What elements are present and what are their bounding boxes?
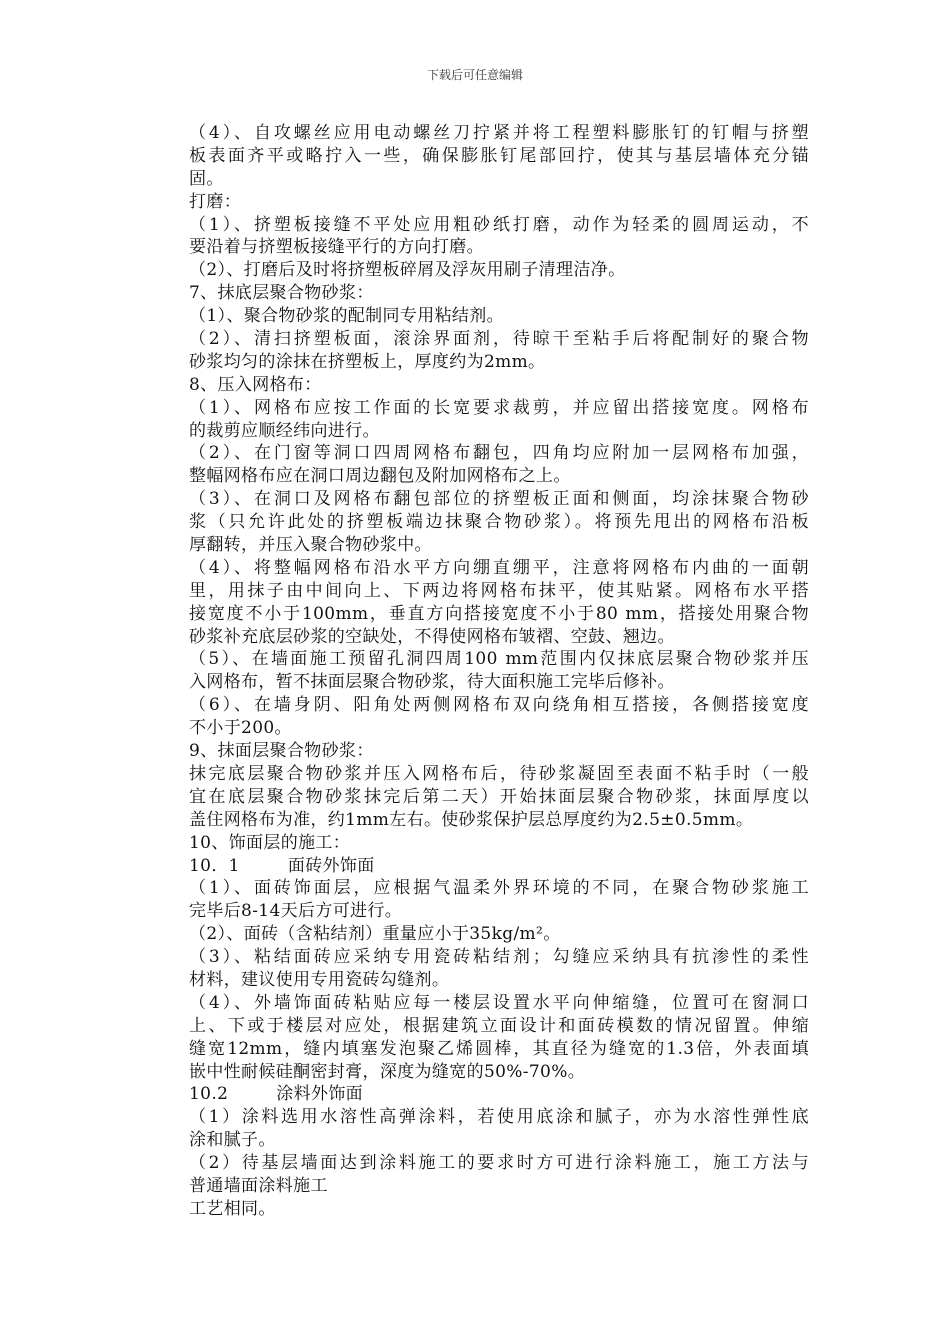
text-line: （3）、在洞口及网格布翻包部位的挤塑板正面和侧面，均涂抹聚合物砂: [189, 489, 809, 510]
text-line: （4）、将整幅网格布沿水平方向绷直绷平，注意将网格布内曲的一面朝: [189, 557, 809, 578]
subsection-title: 面砖外饰面: [287, 855, 375, 876]
text-line: （1）、挤塑板接缝不平处应用粗砂纸打磨，动作为轻柔的圆周运动，不: [189, 214, 809, 235]
text-line: 缝宽12mm，缝内填塞发泡聚乙烯圆棒，其直径为缝宽的1.3倍，外表面填: [189, 1038, 809, 1059]
text-line: 普通墙面涂料施工: [189, 1175, 328, 1196]
text-line: （3）、粘结面砖应采纳专用瓷砖粘结剂；勾缝应采纳具有抗渗性的柔性: [189, 947, 809, 968]
text-line: （2）、清扫挤塑板面，滚涂界面剂，待晾干至粘手后将配制好的聚合物: [189, 329, 809, 350]
text-line: （4）、自攻螺丝应用电动螺丝刀拧紧并将工程塑料膨胀钉的钉帽与挤塑: [189, 123, 809, 143]
text-line: 浆（只允许此处的挤塑板端边抹聚合物砂浆）。将预先甩出的网格布沿板: [189, 512, 809, 533]
text-line: 嵌中性耐候硅酮密封膏，深度为缝宽的50%-70%。: [189, 1061, 586, 1082]
text-line: 上、下或于楼层对应处，根据建筑立面设计和面砖模数的情况留置。伸缩: [189, 1015, 809, 1036]
text-line: 涂和腻子。: [189, 1130, 276, 1151]
text-line: （1）、面砖饰面层，应根据气温柔外界环境的不同，在聚合物砂浆施工: [189, 878, 809, 899]
text-line: （1）涂料选用水溶性高弹涂料，若使用底涂和腻子，亦为水溶性弹性底: [189, 1107, 809, 1128]
page-header-note: 下载后可任意编辑: [426, 68, 523, 82]
text-line: 工艺相同。: [189, 1198, 276, 1219]
text-line: 砂浆均匀的涂抹在挤塑板上，厚度约为2mm。: [189, 351, 546, 372]
subsection-heading-paint: [189, 1083, 809, 1106]
text-line: （2）待基层墙面达到涂料施工的要求时方可进行涂料施工，施工方法与: [189, 1153, 809, 1174]
subsection-heading-tile: [189, 855, 809, 878]
text-line: 要沿着与挤塑板接缝平行的方向打磨。: [189, 237, 484, 258]
text-line: 材料，建议使用专用瓷砖勾缝剂。: [189, 969, 450, 990]
text-line: （2）、打磨后及时将挤塑板碎屑及浮灰用刷子清理洁净。: [189, 260, 626, 281]
text-line: 里，用抹子由中间向上、下两边将网格布抹平，使其贴紧。网格布水平搭: [189, 580, 809, 601]
text-line: （1）、网格布应按工作面的长宽要求裁剪，并应留出搭接宽度。网格布: [189, 397, 809, 418]
text-line: （4）、外墙饰面砖粘贴应每一楼层设置水平向伸缩缝，位置可在窗洞口: [189, 992, 809, 1013]
subsection-number: 10．1: [189, 855, 240, 876]
section-heading: 7、抹底层聚合物砂浆：: [189, 283, 374, 304]
text-line: 固。: [189, 168, 224, 189]
text-line: 厚翻转，并压入聚合物砂浆中。: [189, 535, 432, 556]
text-line: （1）、聚合物砂浆的配制同专用粘结剂。: [189, 306, 504, 327]
subsection-title: 涂料外饰面: [276, 1084, 364, 1105]
text-line: （2）、在门窗等洞口四周网格布翻包，四角均应附加一层网格布加强，: [189, 443, 809, 464]
text-line: 不小于200。: [189, 718, 292, 739]
text-line: （5）、在墙面施工预留孔洞四周100 mm范围内仅抹底层聚合物砂浆并压: [189, 649, 809, 670]
section-heading: 8、压入网格布：: [189, 374, 322, 395]
text-line: 抹完底层聚合物砂浆并压入网格布后，待砂浆凝固至表面不粘手时（一般: [189, 763, 809, 784]
subsection-number: 10.2: [189, 1084, 229, 1105]
text-line: 盖住网格布为准，约1mm左右。使砂浆保护层总厚度约为2.5±0.5mm。: [189, 809, 754, 830]
section-heading: 9、抹面层聚合物砂浆：: [189, 741, 374, 762]
text-line: 接宽度不小于100mm，垂直方向搭接宽度不小于80 mm，搭接处用聚合物: [189, 603, 809, 624]
text-line: （2）、面砖（含粘结剂）重量应小于35kg/m²。: [189, 924, 561, 945]
text-line: 打磨：: [189, 191, 242, 212]
text-line: 的裁剪应顺经纬向进行。: [189, 420, 380, 441]
text-line: 砂浆补充底层砂浆的空缺处，不得使网格布皱褶、空鼓、翘边。: [189, 626, 675, 647]
text-line: 整幅网格布应在洞口周边翻包及附加网格布之上。: [189, 466, 571, 487]
text-line: 完毕后8-14天后方可进行。: [189, 901, 403, 922]
document-body: [189, 122, 809, 1221]
text-line: 宜在底层聚合物砂浆抹完后第二天）开始抹面层聚合物砂浆，抹面厚度以: [189, 786, 809, 807]
text-line: 入网格布，暂不抹面层聚合物砂浆，待大面积施工完毕后修补。: [189, 672, 675, 693]
text-line: 板表面齐平或略拧入一些，确保膨胀钉尾部回拧，使其与基层墙体充分锚: [189, 145, 809, 166]
text-line: （6）、在墙身阴、阳角处两侧网格布双向绕角相互搭接，各侧搭接宽度: [189, 695, 809, 716]
section-heading: 10、饰面层的施工：: [189, 832, 351, 853]
